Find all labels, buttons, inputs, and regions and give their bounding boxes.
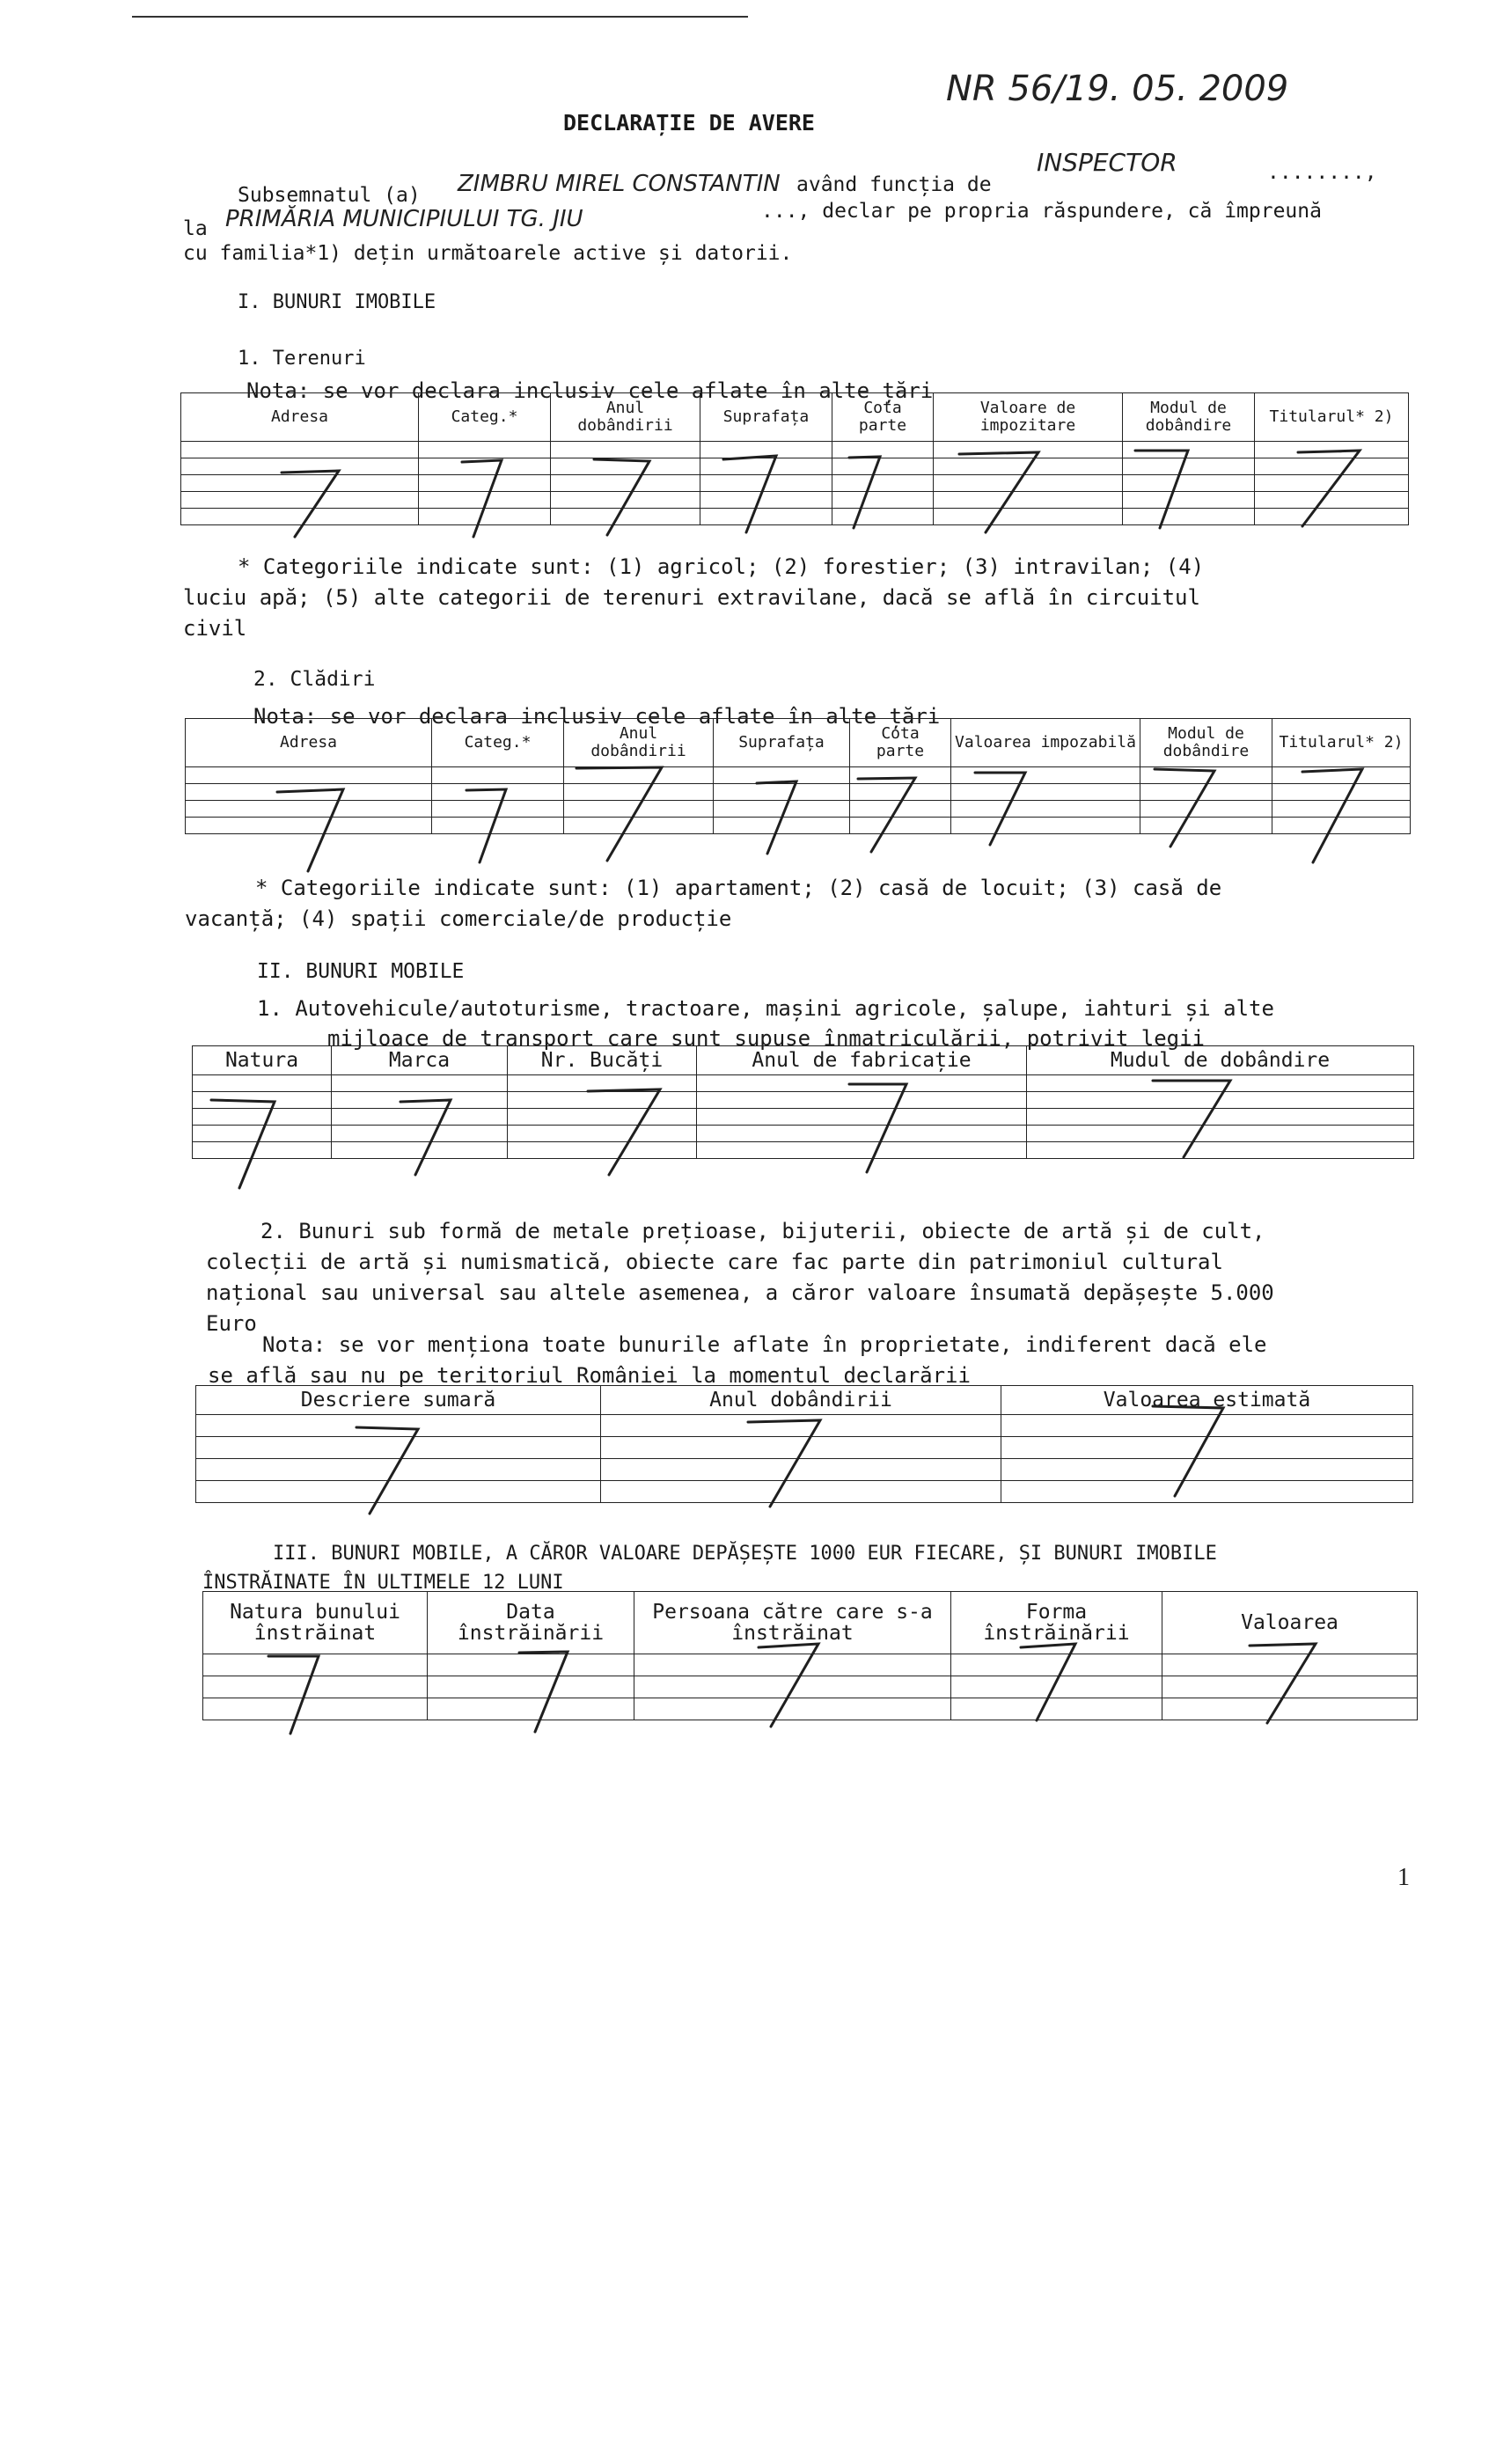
table-row <box>196 1437 1413 1459</box>
subsection-vehicule-2: mijloace de transport care sunt supuse înmatriculării, potrivit legii <box>327 1026 1205 1051</box>
table-row <box>186 767 1411 784</box>
table-instrainate <box>202 1591 1418 1720</box>
col-forma-instrainarii: Forma înstrăinării <box>951 1592 1162 1654</box>
col-mudul-dobandire: Mudul de dobândire <box>1027 1046 1414 1075</box>
subsection-bunuri-pretioase-1: 2. Bunuri sub formă de metale prețioase, bijuterii, obiecte de artă și de cult, <box>260 1219 1265 1243</box>
col-cota-parte: Cota parte <box>832 393 934 442</box>
col-valoarea: Valoarea <box>1162 1592 1418 1654</box>
col-anul-dobandirii: Anul dobândirii <box>551 393 700 442</box>
table-row <box>203 1676 1418 1698</box>
registration-number: NR 56/19. 05. 2009 <box>946 69 1289 109</box>
table-row <box>186 801 1411 818</box>
subsection-vehicule-1: 1. Autovehicule/autoturisme, tractoare, mașini agricole, șalupe, iahturi și alte <box>257 996 1274 1021</box>
footnote-cladiri-2: vacanță; (4) spații comerciale/de producție <box>185 906 732 931</box>
scan-artifact-line <box>132 16 748 18</box>
table-row <box>196 1459 1413 1481</box>
section-3-heading-1: III. BUNURI MOBILE, A CĂROR VALOARE DEPĂȘEȘTE 1000 EUR FIECARE, ȘI BUNURI IMOBILE <box>273 1543 1217 1565</box>
declarant-institution: PRIMĂRIA MUNICIPIULUI TG. JIU <box>225 206 583 232</box>
note-cladiri: Nota: se vor declara inclusiv cele aflate în alte țări <box>253 704 941 729</box>
col-adresa: Adresa <box>181 393 419 442</box>
table-cladiri <box>185 718 1411 834</box>
col-natura-bunului: Natura bunului înstrăinat <box>203 1592 428 1654</box>
table-row <box>181 458 1409 475</box>
table-row <box>193 1109 1414 1126</box>
subsection-cladiri: 2. Clădiri <box>253 668 376 691</box>
footnote-terenuri-3: civil <box>183 616 247 641</box>
table-header-row <box>203 1592 1418 1654</box>
col-anul-dobandirii: Anul dobândirii <box>601 1386 1001 1415</box>
note-terenuri: Nota: se vor declara inclusiv cele aflate în alte țări <box>246 378 934 403</box>
col-anul-fabricatie: Anul de fabricație <box>697 1046 1027 1075</box>
intro-dots: ........, <box>1267 161 1377 184</box>
table-row <box>186 818 1411 834</box>
table-row <box>193 1075 1414 1092</box>
table-row <box>181 509 1409 525</box>
col-titularul: Titularul* 2) <box>1272 719 1411 767</box>
table-row <box>181 475 1409 492</box>
col-titularul: Titularul* 2) <box>1255 393 1409 442</box>
col-categ: Categ.* <box>432 719 564 767</box>
page-number: 1 <box>1397 1864 1410 1891</box>
col-valoarea-estimata: Valoarea estimată <box>1001 1386 1413 1415</box>
subsection-terenuri: 1. Terenuri <box>238 348 366 370</box>
table-row <box>203 1698 1418 1720</box>
table-terenuri <box>180 392 1409 525</box>
table-header-row <box>196 1386 1413 1415</box>
footnote-cladiri-1: * Categoriile indicate sunt: (1) apartament; (2) casă de locuit; (3) casă de <box>255 876 1222 900</box>
table-row <box>193 1142 1414 1159</box>
col-persoana: Persoana către care s-a înstrăinat <box>634 1592 951 1654</box>
col-categ: Categ.* <box>419 393 551 442</box>
footnote-terenuri-2: luciu apă; (5) alte categorii de terenuri extravilane, dacă se află în circuitul <box>183 585 1200 610</box>
col-data-instrainarii: Data înstrăinării <box>428 1592 634 1654</box>
note-bunuri-1: Nota: se vor menționa toate bunurile aflate în proprietate, indiferent dacă ele <box>262 1332 1267 1357</box>
col-nr-bucati: Nr. Bucăți <box>508 1046 697 1075</box>
table-row <box>181 492 1409 509</box>
intro-family: cu familia*1) dețin următoarele active și datorii. <box>183 242 793 265</box>
subsection-bunuri-pretioase-4: Euro <box>206 1311 257 1336</box>
col-valoarea-impozabila: Valoarea impozabilă <box>951 719 1140 767</box>
table-row <box>193 1092 1414 1109</box>
intro-la: la <box>183 217 208 240</box>
subsection-bunuri-pretioase-3: național sau universal sau altele asemenea, a căror valoare însumată depășește 5.000 <box>206 1280 1274 1305</box>
section-2-heading: II. BUNURI MOBILE <box>257 960 465 983</box>
col-valoare-impozitare: Valoare de impozitare <box>934 393 1123 442</box>
section-3-heading-2: ÎNSTRĂINATE ÎN ULTIMELE 12 LUNI <box>202 1572 564 1594</box>
table-row <box>203 1654 1418 1676</box>
footnote-terenuri-1: * Categoriile indicate sunt: (1) agricol; (2) forestier; (3) intravilan; (4) <box>238 554 1205 579</box>
table-header-row <box>181 393 1409 442</box>
page-title: DECLARAȚIE DE AVERE <box>563 110 815 136</box>
subsection-bunuri-pretioase-2: colecții de artă și numismatică, obiecte care fac parte din patrimoniul cultural <box>206 1250 1223 1274</box>
table-header-row <box>186 719 1411 767</box>
table-row <box>193 1126 1414 1142</box>
intro-declar: ..., declar pe propria răspundere, că împreună <box>761 200 1322 223</box>
table-bunuri-pretioase <box>195 1385 1413 1503</box>
table-row <box>196 1481 1413 1503</box>
col-natura: Natura <box>193 1046 332 1075</box>
intro-function-label: având funcția de <box>796 173 992 196</box>
col-descriere-sumara: Descriere sumară <box>196 1386 601 1415</box>
intro-subsemnatul: Subsemnatul (a) <box>238 184 421 207</box>
col-suprafata: Suprafața <box>714 719 850 767</box>
col-anul-dobandirii: Anul dobândirii <box>564 719 714 767</box>
declarant-function: INSPECTOR <box>1037 148 1177 177</box>
table-row <box>181 442 1409 458</box>
declarant-name: ZIMBRU MIREL CONSTANTIN <box>458 171 781 197</box>
table-header-row <box>193 1046 1414 1075</box>
table-row <box>196 1415 1413 1437</box>
col-marca: Marca <box>332 1046 508 1075</box>
table-vehicule <box>192 1045 1414 1159</box>
note-bunuri-2: se află sau nu pe teritoriul României la momentul declarării <box>208 1363 971 1388</box>
col-suprafata: Suprafața <box>700 393 832 442</box>
table-row <box>186 784 1411 801</box>
col-cota-parte: Cota parte <box>850 719 951 767</box>
col-adresa: Adresa <box>186 719 432 767</box>
col-modul-dobandire: Modul de dobândire <box>1123 393 1255 442</box>
col-modul-dobandire: Modul de dobândire <box>1140 719 1272 767</box>
section-1-heading: I. BUNURI IMOBILE <box>238 291 436 313</box>
